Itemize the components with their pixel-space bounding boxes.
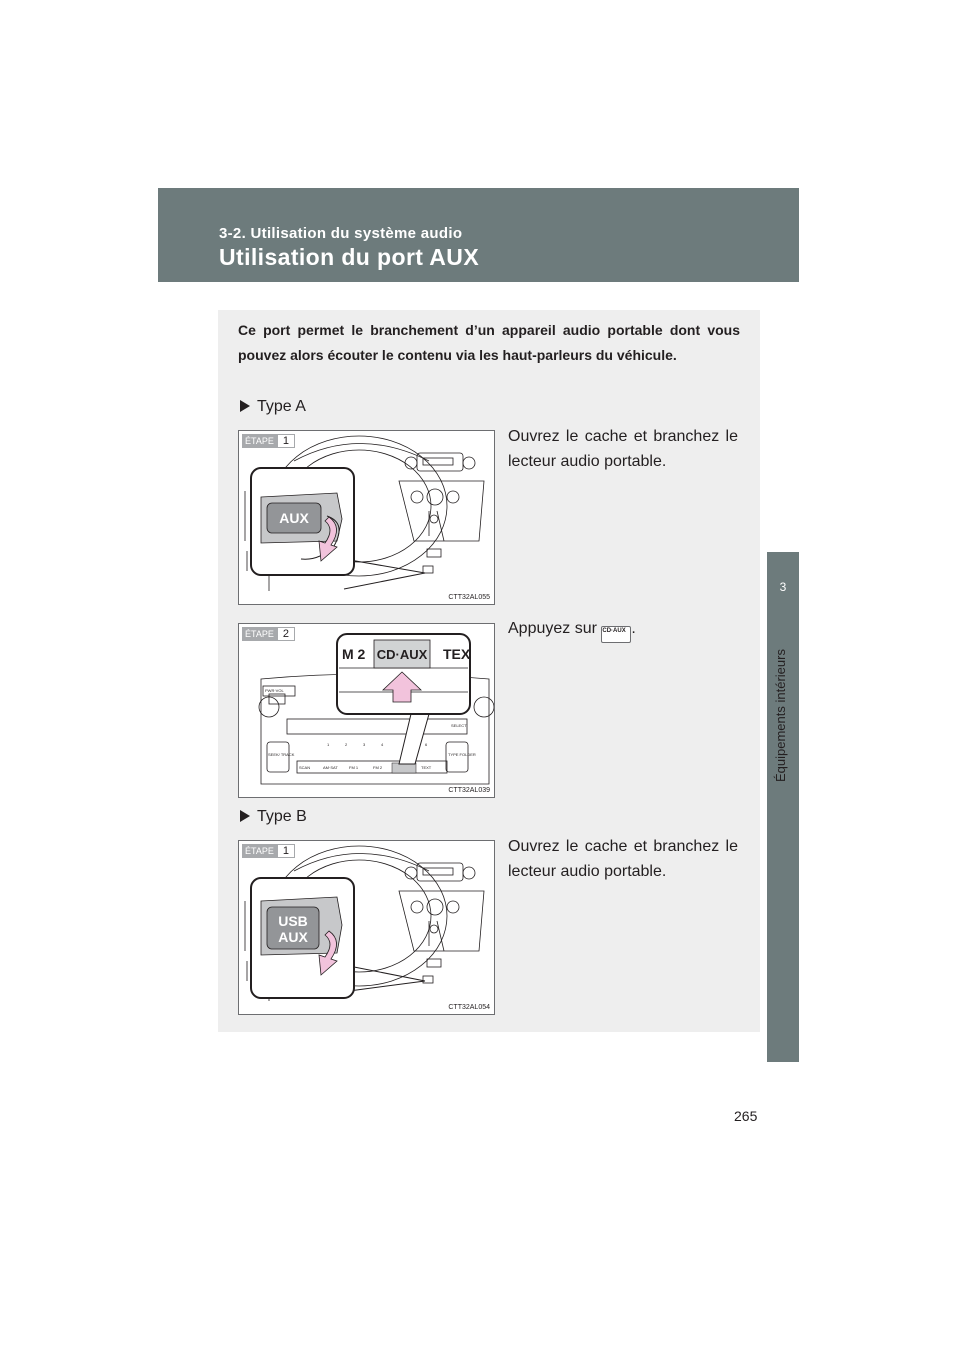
callout-cd-aux: CD·AUX xyxy=(376,647,428,662)
figure-type-b-step1 xyxy=(238,840,495,1015)
type-b-step1-text: Ouvrez le cache et branchez le lecteur audio portable. xyxy=(508,838,738,880)
aux-port-label: AUX xyxy=(278,929,308,945)
preset-1: 1 xyxy=(327,742,330,747)
content-panel xyxy=(218,310,760,1032)
triangle-bullet-icon xyxy=(240,810,250,822)
type-a-heading xyxy=(240,398,306,416)
page-number: 265 xyxy=(734,1108,758,1124)
btn-fm2: FM 2 xyxy=(373,765,383,770)
btn-text: TEXT xyxy=(421,765,432,770)
btn-scan: SCAN xyxy=(299,765,311,770)
chapter-number: 3 xyxy=(779,580,787,594)
figure-type-a-step1 xyxy=(238,430,495,605)
preset-4: 4 xyxy=(381,742,384,747)
callout-tex: TEX xyxy=(443,646,471,662)
dashboard-aux-illustration xyxy=(239,431,495,605)
intro-paragraph: Ce port permet le branchement d’un appareil audio portable dont vous pouvez alors écouter le contenu via les haut-parleurs du véhicule. xyxy=(238,322,740,363)
pwr-vol-label: PWR·VOL xyxy=(265,688,284,693)
section-subtitle: 3-2. Utilisation du système audio xyxy=(219,225,463,242)
figure-code: CTT32AL054 xyxy=(448,1004,490,1011)
triangle-bullet-icon xyxy=(240,400,250,412)
btn-fm1: FM 1 xyxy=(349,765,359,770)
chapter-tab xyxy=(767,552,799,1062)
radio-panel-illustration xyxy=(239,624,495,798)
step-badge: ÉTAPE 1 xyxy=(242,434,295,448)
preset-6: 6 xyxy=(425,742,428,747)
callout-m2: M 2 xyxy=(342,646,366,662)
dashboard-usb-aux-illustration xyxy=(239,841,495,1015)
step-badge: ÉTAPE 1 xyxy=(242,844,295,858)
chapter-header xyxy=(158,188,799,282)
usb-port-label: USB xyxy=(278,913,308,929)
aux-port-label: AUX xyxy=(279,510,309,526)
type-a-step1-text: Ouvrez le cache et branchez le lecteur audio portable. xyxy=(508,428,738,470)
type-a-step2-text: Appuyez sur CD·AUX . xyxy=(508,616,738,643)
type-a-label: Type A xyxy=(257,398,306,415)
btn-am-sat: AM·SAT xyxy=(323,765,338,770)
type-b-heading xyxy=(240,808,307,826)
page-title: Utilisation du port AUX xyxy=(219,244,480,270)
seek-track-label: SEEK/ TRACK xyxy=(268,752,295,757)
type-folder-label: TYPE FOLDER xyxy=(448,752,476,757)
chapter-label: Équipements intérieurs xyxy=(773,649,788,782)
select-label: SELECT xyxy=(451,723,467,728)
type-b-label: Type B xyxy=(257,808,307,825)
preset-3: 3 xyxy=(363,742,366,747)
preset-2: 2 xyxy=(345,742,348,747)
figure-type-a-step2 xyxy=(238,623,495,798)
step-badge: ÉTAPE 2 xyxy=(242,627,295,641)
figure-code: CTT32AL039 xyxy=(448,787,490,794)
figure-code: CTT32AL055 xyxy=(448,594,490,601)
cd-aux-key-icon: CD·AUX xyxy=(601,626,631,643)
